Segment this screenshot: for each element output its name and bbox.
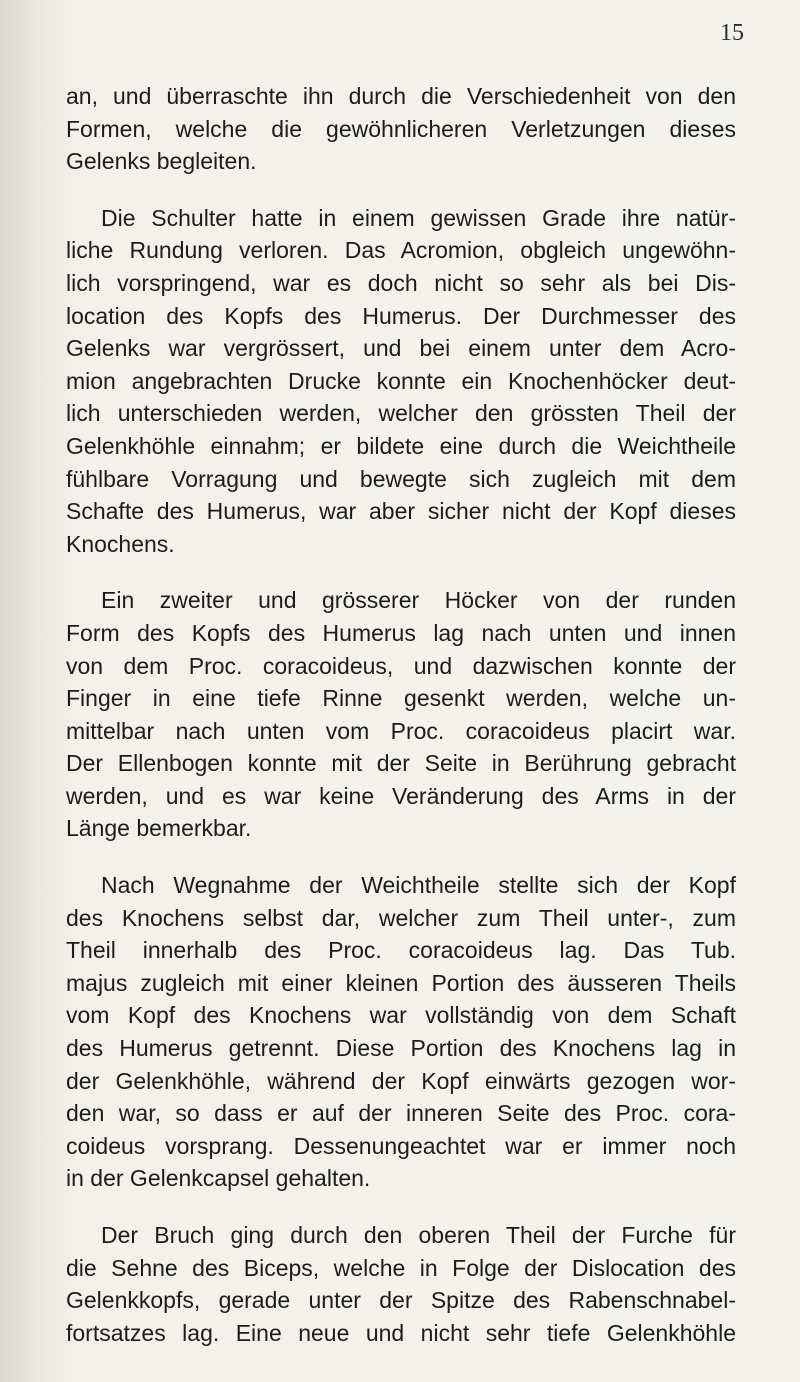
- paragraph-1: [66, 80, 736, 178]
- text-line: mittelbar nach unten vom Proc. coracoideus placirt war.: [66, 717, 736, 744]
- text-line: fühlbare Vorragung und bewegte sich zugleich mit dem: [66, 465, 736, 492]
- paragraph-5: [66, 1219, 736, 1349]
- text-line: mion angebrachten Drucke konnte ein Knochenhöcker deut-: [66, 367, 736, 394]
- text-line: Die Schulter hatte in einem gewissen Grade ihre natür-: [101, 204, 736, 231]
- text-line: Der Bruch ging durch den oberen Theil der Furche für: [101, 1222, 736, 1248]
- text-line: Theil innerhalb des Proc. coracoideus lag. Das Tub.: [66, 937, 736, 964]
- text-line: Gelenkhöhle einnahm; er bildete eine durch die Weichtheile: [66, 432, 736, 459]
- page-number: 15: [720, 20, 744, 46]
- text-line: fortsatzes lag. Eine neue und nicht sehr tiefe Gelenkhöhle: [66, 1319, 736, 1346]
- text-line: Schafte des Humerus, war aber sicher nicht der Kopf dieses: [66, 498, 736, 525]
- text-line: Gelenkkopfs, gerade unter der Spitze des Rabenschnabel-: [66, 1287, 736, 1314]
- text-line: Formen, welche die gewöhnlicheren Verletzungen dieses: [66, 115, 736, 142]
- text-line: location des Kopfs des Humerus. Der Durchmesser des: [66, 302, 736, 329]
- text-line: Der Ellenbogen konnte mit der Seite in Berührung gebracht: [66, 750, 736, 777]
- text-line: Knochens.: [66, 530, 175, 557]
- text-line: Nach Wegnahme der Weichtheile stellte sich der Kopf: [101, 872, 736, 899]
- text-line: lich vorspringend, war es doch nicht so sehr als bei Dis-: [66, 269, 736, 296]
- text-line: Form des Kopfs des Humerus lag nach unten und innen: [66, 619, 736, 646]
- text-line: Länge bemerkbar.: [66, 815, 252, 842]
- paragraph-3: [66, 584, 736, 845]
- text-line: coideus vorsprang. Dessenungeachtet war er immer noch: [66, 1132, 736, 1159]
- text-line: liche Rundung verloren. Das Acromion, obgleich ungewöhn-: [66, 237, 736, 264]
- paragraph-2: [66, 202, 736, 561]
- text-line: Ein zweiter und grösserer Höcker von der runden: [101, 587, 736, 614]
- paragraph-4: [66, 869, 736, 1195]
- text-line: von dem Proc. coracoideus, und dazwischen konnte der: [66, 652, 736, 679]
- text-line: lich unterschieden werden, welcher den grössten Theil der: [66, 400, 736, 427]
- text-line: der Gelenkhöhle, während der Kopf einwärts gezogen wor-: [66, 1067, 736, 1094]
- text-line: werden, und es war keine Veränderung des Arms in der: [66, 782, 736, 809]
- text-line: die Sehne des Biceps, welche in Folge der Dislocation des: [66, 1254, 736, 1281]
- text-line: Finger in eine tiefe Rinne gesenkt werden, welche un-: [66, 685, 736, 712]
- body-text: [66, 80, 736, 1373]
- text-line: den war, so dass er auf der inneren Seite des Proc. cora-: [66, 1100, 736, 1127]
- text-line: in der Gelenkcapsel gehalten.: [66, 1165, 371, 1192]
- text-line: an, und überraschte ihn durch die Verschiedenheit von den: [66, 83, 736, 109]
- text-line: Gelenks begleiten.: [66, 148, 257, 175]
- text-line: Gelenks war vergrössert, und bei einem unter dem Acro-: [66, 335, 736, 362]
- text-line: majus zugleich mit einer kleinen Portion des äusseren Theils: [66, 969, 736, 996]
- text-line: des Knochens selbst dar, welcher zum Theil unter-, zum: [66, 904, 736, 931]
- text-line: vom Kopf des Knochens war vollständig von dem Schaft: [66, 1002, 736, 1029]
- text-line: des Humerus getrennt. Diese Portion des Knochens lag in: [66, 1035, 736, 1062]
